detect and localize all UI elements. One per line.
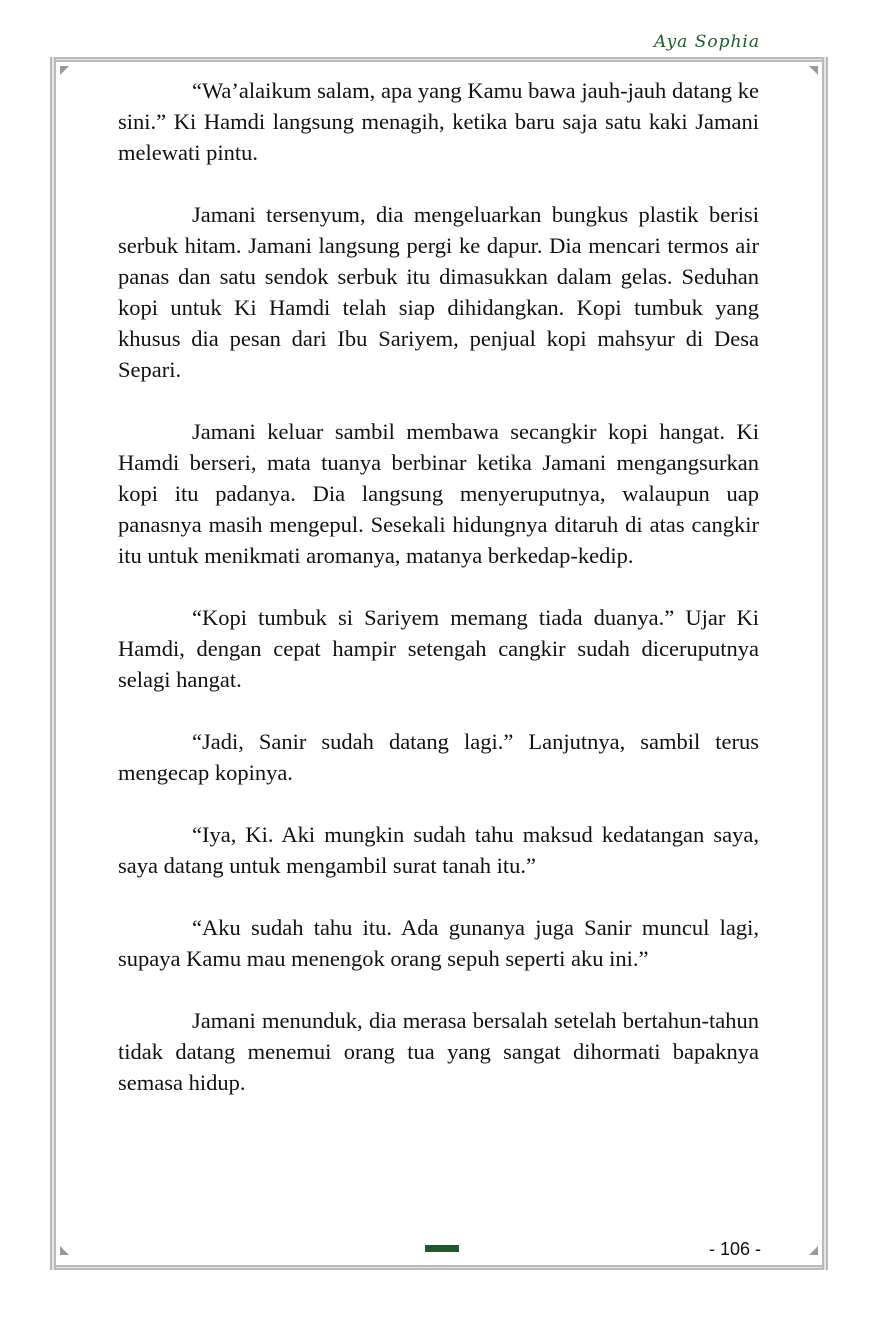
page-frame-top — [50, 57, 828, 62]
page-frame-left — [50, 57, 56, 1270]
page-frame-right — [822, 57, 828, 1270]
corner-ornament-top-left — [60, 66, 69, 75]
paragraph: “Iya, Ki. Aki mungkin sudah tahu maksud kedatangan saya, saya datang untuk mengambil surat tanah itu.” — [118, 822, 759, 878]
corner-ornament-bottom-left — [60, 1246, 69, 1255]
body-text — [118, 75, 759, 1129]
paragraph: “Kopi tumbuk si Sariyem memang tiada duanya.” Ujar Ki Hamdi, dengan cepat hampir setengah cangkir sudah diceruputnya selagi hangat. — [118, 605, 759, 692]
paragraph: “Jadi, Sanir sudah datang lagi.” Lanjutnya, sambil terus mengecap kopinya. — [118, 729, 759, 785]
paragraph: Jamani menunduk, dia merasa bersalah setelah bertahun-tahun tidak datang menemui orang tua yang sangat dihormati bapaknya semasa hidup. — [118, 1008, 759, 1095]
page-frame-bottom — [50, 1265, 828, 1270]
corner-ornament-top-right — [809, 66, 818, 75]
paragraph: Jamani keluar sambil membawa secangkir kopi hangat. Ki Hamdi berseri, mata tuanya berbinar ketika Jamani mengangsurkan kopi itu padanya. Dia langsung menyeruputnya, walaupun uap panasnya masih mengepul. Sesekali hidungnya ditaruh di atas cangkir itu untuk menikmati aromanya, matanya berkedap-kedip. — [118, 419, 759, 568]
running-header-title: Aya Sophia — [653, 32, 760, 52]
footer-accent-bar — [425, 1245, 459, 1252]
paragraph: “Aku sudah tahu itu. Ada gunanya juga Sanir muncul lagi, supaya Kamu mau menengok orang sepuh seperti aku ini.” — [118, 915, 759, 971]
page-number: - 106 - — [708, 1239, 761, 1259]
corner-ornament-bottom-right — [809, 1246, 818, 1255]
paragraph: Jamani tersenyum, dia mengeluarkan bungkus plastik berisi serbuk hitam. Jamani langsung pergi ke dapur. Dia mencari termos air panas dan satu sendok serbuk itu dimasukkan dalam gelas. Seduhan kopi untuk Ki Hamdi telah siap dihidangkan. Kopi tumbuk yang khusus dia pesan dari Ibu Sariyem, penjual kopi mahsyur di Desa Separi. — [118, 202, 759, 382]
paragraph: “Wa’alaikum salam, apa yang Kamu bawa jauh-jauh datang ke sini.” Ki Hamdi langsung menagih, ketika baru saja satu kaki Jamani melewati pintu. — [118, 78, 759, 165]
